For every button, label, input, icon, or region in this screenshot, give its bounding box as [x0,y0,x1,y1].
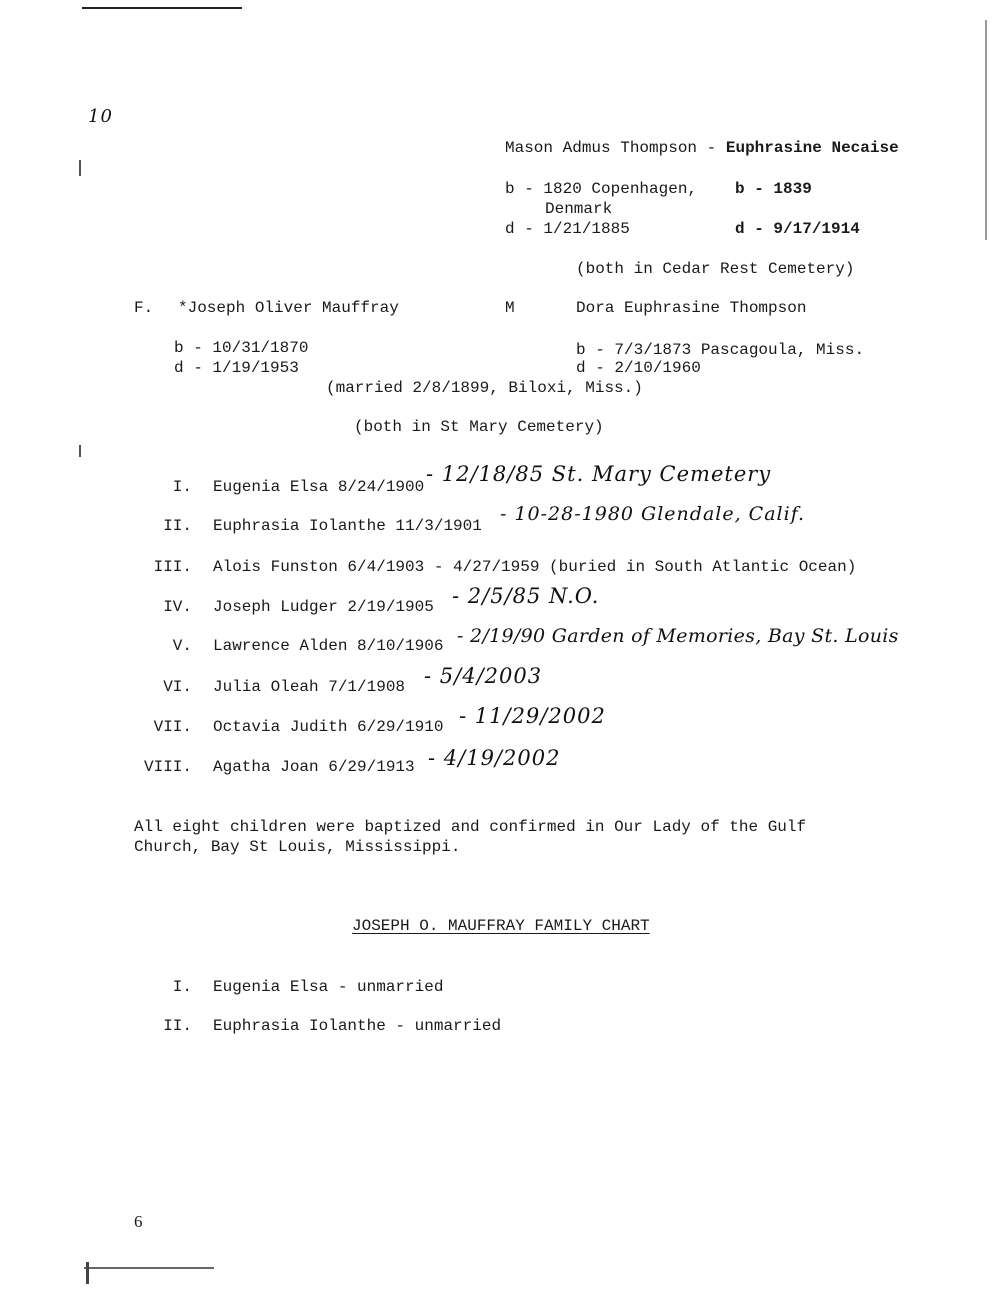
separator-dash: - [706,139,717,157]
grandmother-name: Euphrasine Necaise [725,139,899,157]
child-handwritten-note: - 4/19/2002 [428,746,561,770]
grandfather-death: d - 1/21/1885 [505,220,630,238]
child-handwritten-note: - 2/19/90 Garden of Memories, Bay St. Louis [457,625,899,647]
mother-name: Dora Euphrasine Thompson [576,299,807,317]
child-text: Julia Oleah 7/1/1908 [213,678,406,696]
father-label: F. [134,299,154,317]
child-numeral: IV. [163,598,192,616]
baptism-note-line2: Church, Bay St Louis, Mississippi. [134,838,461,856]
child-handwritten-note: - 5/4/2003 [424,664,543,688]
child-numeral: VIII. [143,758,192,776]
marriage-note: (married 2/8/1899, Biloxi, Miss.) [326,379,643,397]
scan-bottom-speck [86,1262,89,1284]
baptism-note-line1: All eight children were baptized and confirmed in Our Lady of the Gulf [134,818,807,836]
mother-death: d - 2/10/1960 [576,359,701,377]
child-text: Joseph Ludger 2/19/1905 [213,598,434,616]
mother-birth: b - 7/3/1873 Pascagoula, Miss. [576,341,865,359]
scan-top-edge [82,7,242,9]
child-numeral: VII. [153,718,192,736]
corner-mark: 10 [88,106,113,127]
grandparents-burial: (both in Cedar Rest Cemetery) [576,260,855,278]
grandfather-birth-place: Denmark [545,200,613,218]
child-text: Alois Funston 6/4/1903 - 4/27/1959 (buried in South Atlantic Ocean) [213,558,857,576]
child-text: Octavia Judith 6/29/1910 [213,718,444,736]
grandmother-birth: b - 1839 [735,180,812,198]
grandmother-death: d - 9/17/1914 [735,220,860,238]
child-handwritten-note: - 10-28-1980 Glendale, Calif. [500,503,806,525]
chart-item-text: Euphrasia Iolanthe - unmarried [213,1017,502,1035]
scan-left-speck [79,445,81,457]
grandparents-names [505,138,899,158]
scan-bottom-edge [84,1267,214,1269]
father-birth: b - 10/31/1870 [174,339,309,357]
child-numeral: III. [153,558,192,576]
child-text: Lawrence Alden 8/10/1906 [213,637,444,655]
father-death: d - 1/19/1953 [174,359,299,377]
child-numeral: VI. [163,678,192,696]
child-numeral: II. [163,517,192,535]
scan-right-edge [985,20,987,240]
child-text: Eugenia Elsa 8/24/1900 [213,478,425,496]
family-chart-title: JOSEPH O. MAUFFRAY FAMILY CHART [352,917,650,935]
mother-label: M [505,299,515,317]
child-handwritten-note: - 11/29/2002 [459,704,606,728]
child-text: Euphrasia Iolanthe 11/3/1901 [213,517,482,535]
chart-numeral: II. [163,1017,192,1035]
grandfather-birth: b - 1820 Copenhagen, [505,180,698,198]
chart-item-text: Eugenia Elsa - unmarried [213,978,444,996]
child-numeral: I. [172,478,192,496]
father-name: *Joseph Oliver Mauffray [178,299,399,317]
grandfather-name: Mason Admus Thompson [505,139,698,157]
page-number: 6 [134,1212,143,1231]
child-text: Agatha Joan 6/29/1913 [213,758,415,776]
parents-burial: (both in St Mary Cemetery) [354,418,604,436]
scan-left-speck [79,160,81,176]
child-numeral: V. [172,637,192,655]
child-handwritten-note: - 2/5/85 N.O. [452,584,600,608]
chart-numeral: I. [172,978,192,996]
child-handwritten-note: - 12/18/85 St. Mary Cemetery [426,462,772,486]
